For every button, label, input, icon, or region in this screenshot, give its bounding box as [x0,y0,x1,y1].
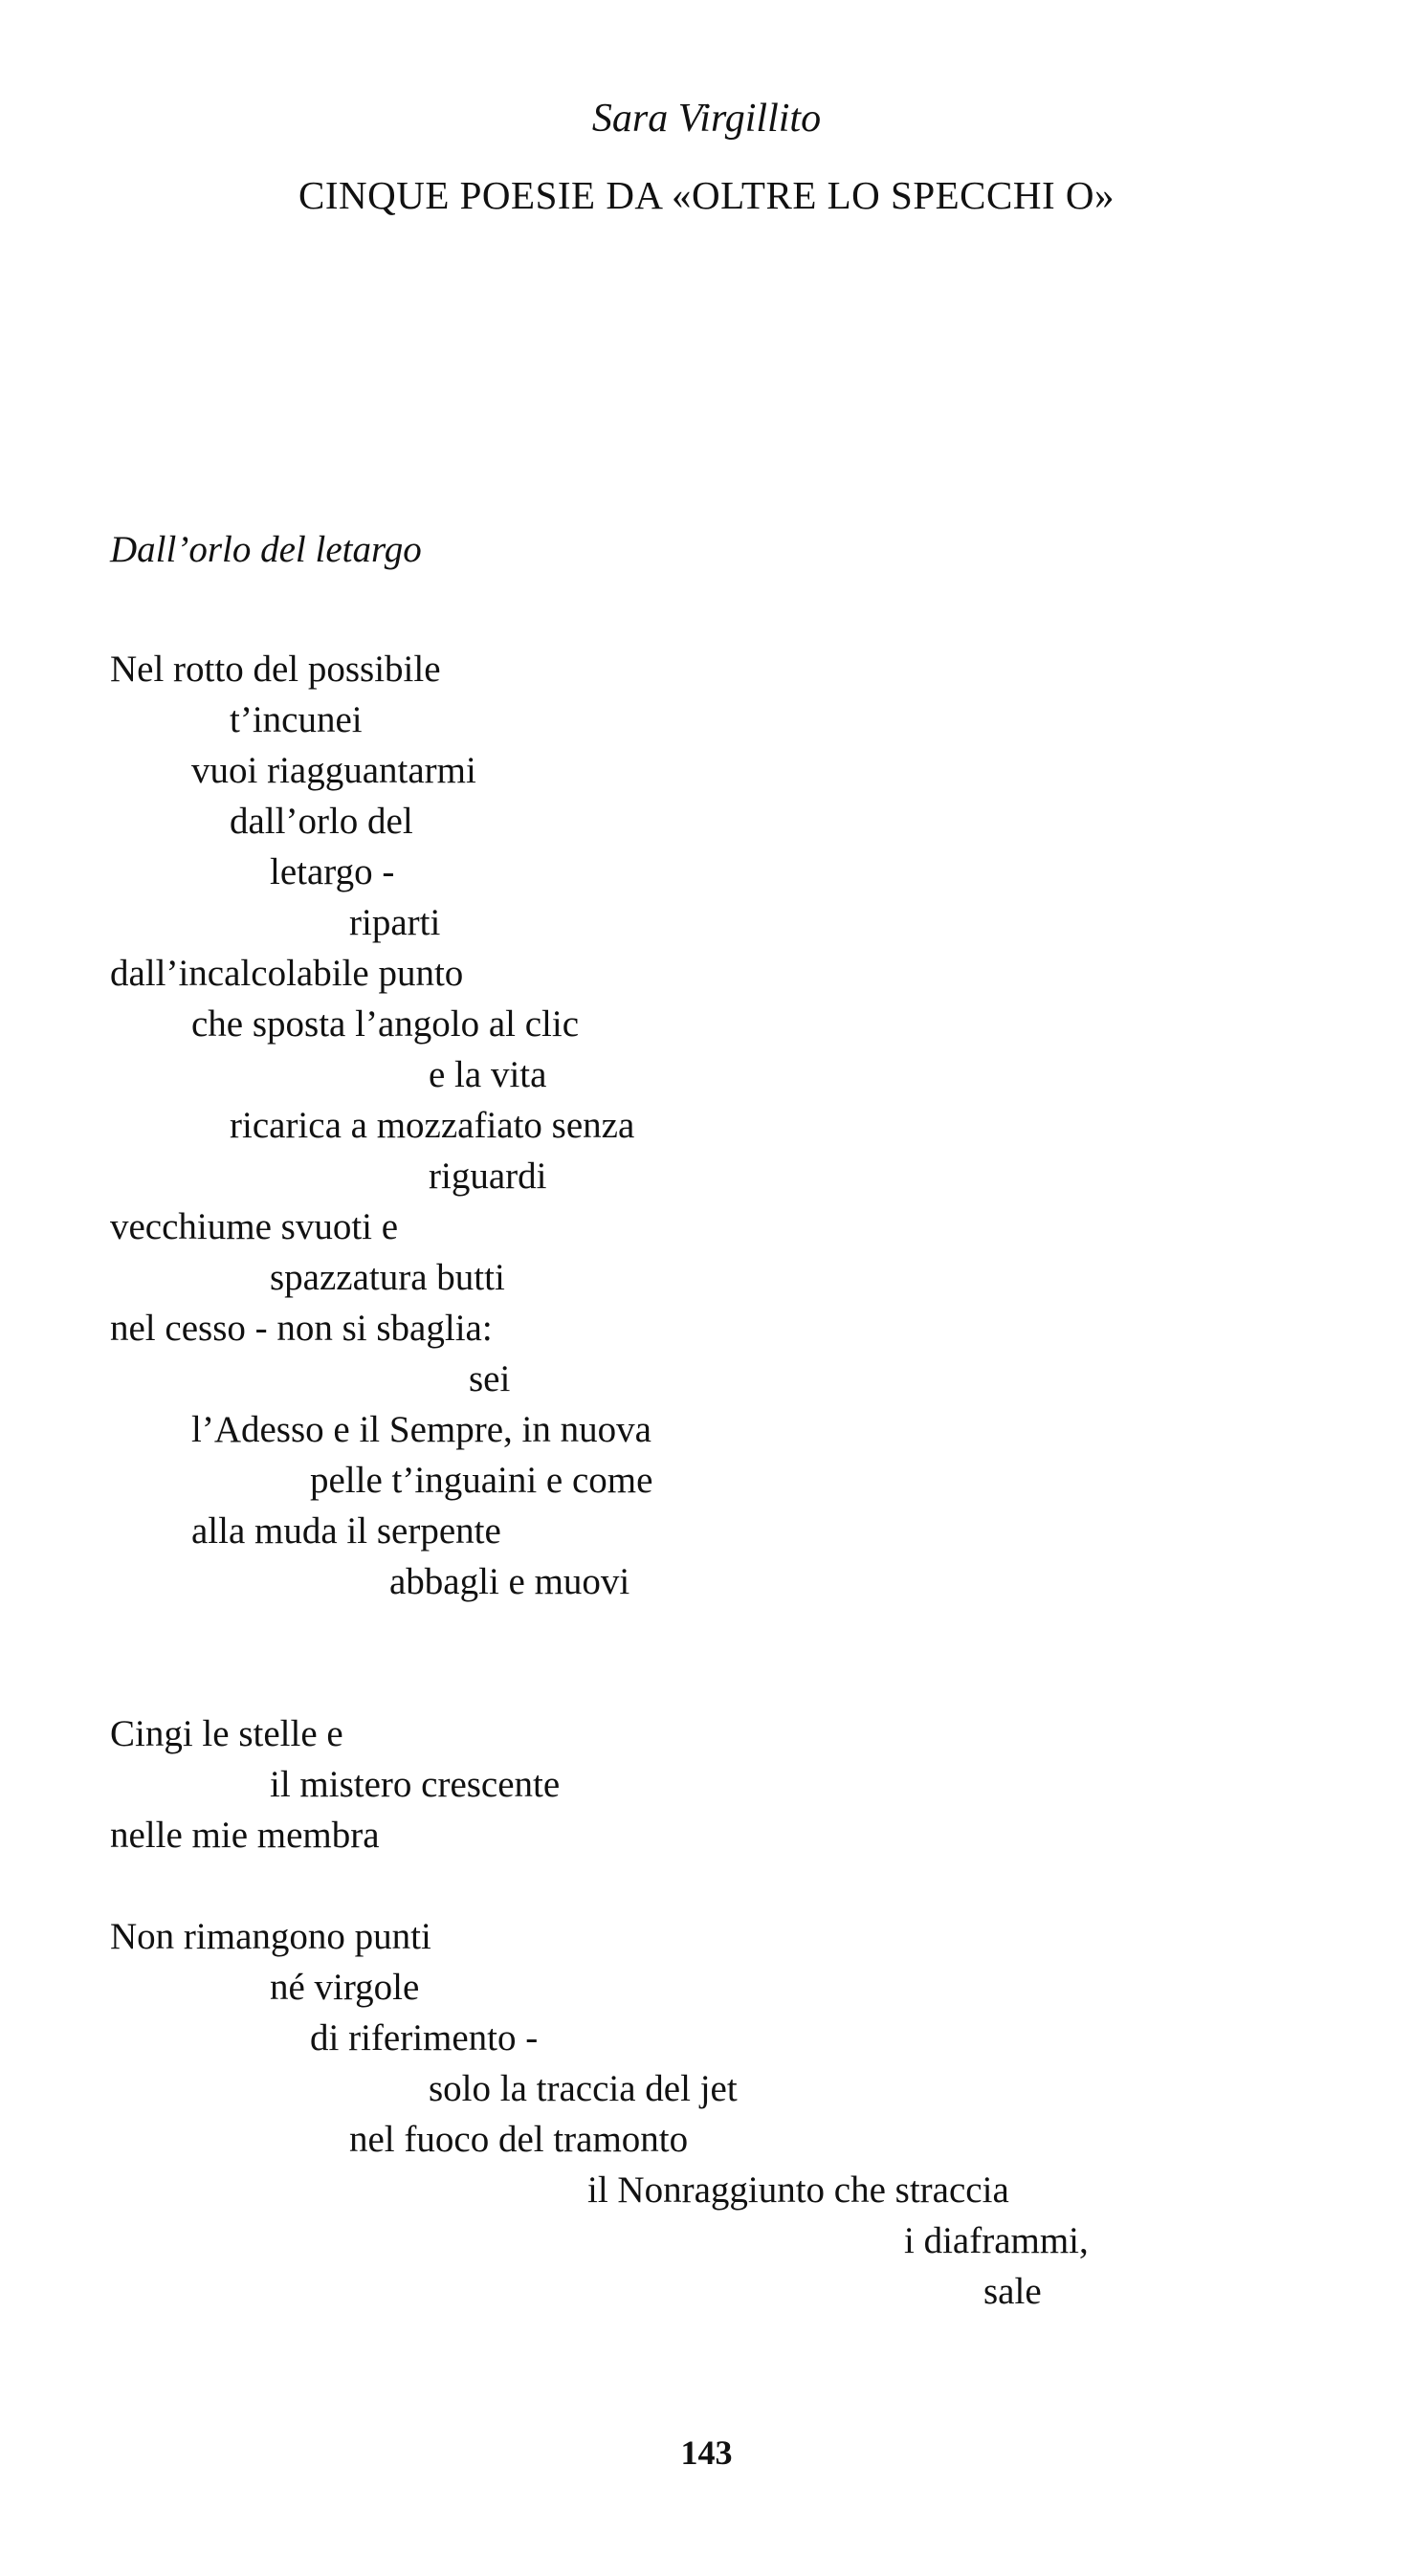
poem-line: il mistero crescente [270,1764,561,1805]
poem-line: dall’orlo del [230,801,413,842]
poem-line: dall’incalcolabile punto [110,953,464,994]
page-number: 143 [680,2433,733,2472]
poem-line: abbagli e muovi [389,1561,630,1602]
poem-line: e la vita [429,1054,547,1095]
poem-line: spazzatura butti [270,1257,505,1298]
poem-line: riparti [349,902,441,943]
poem-line: solo la traccia del jet [429,2068,738,2109]
poem-line: Non rimangono punti [110,1916,431,1957]
poem-line: alla muda il serpente [191,1510,501,1552]
poem-line: l’Adesso e il Sempre, in nuova [191,1409,651,1450]
document-title: CINQUE POESIE DA «OLTRE LO SPECCHI O» [298,173,1115,217]
poem-line: di riferimento - [310,2017,539,2059]
poem-line: ricarica a mozzafiato senza [230,1105,635,1146]
poem-line: Cingi le stelle e [110,1713,343,1754]
poem-line: che sposta l’angolo al clic [191,1003,580,1045]
poem-line: nel cesso - non si sbaglia: [110,1308,493,1349]
poem-line: sei [469,1358,511,1399]
poem-line: sale [983,2271,1042,2312]
author-name: Sara Virgillito [591,97,822,141]
poem-line: t’incunei [230,699,363,740]
poem-line: vecchiume svuoti e [110,1206,399,1247]
poem-line: letargo - [270,851,395,892]
poem-line: nel fuoco del tramonto [349,2119,689,2160]
poem-line: pelle t’inguaini e come [310,1460,653,1501]
poem-line: riguardi [429,1156,547,1197]
poem-line: nelle mie membra [110,1815,380,1856]
poem-line: i diaframmi, [904,2220,1089,2261]
poem-line: vuoi riagguantarmi [191,750,476,791]
poem-title: Dall’orlo del letargo [110,529,422,570]
poem-line: Nel rotto del possibile [110,649,441,690]
poem-line: il Nonraggiunto che straccia [587,2169,1009,2211]
poem-line: né virgole [270,1967,420,2008]
